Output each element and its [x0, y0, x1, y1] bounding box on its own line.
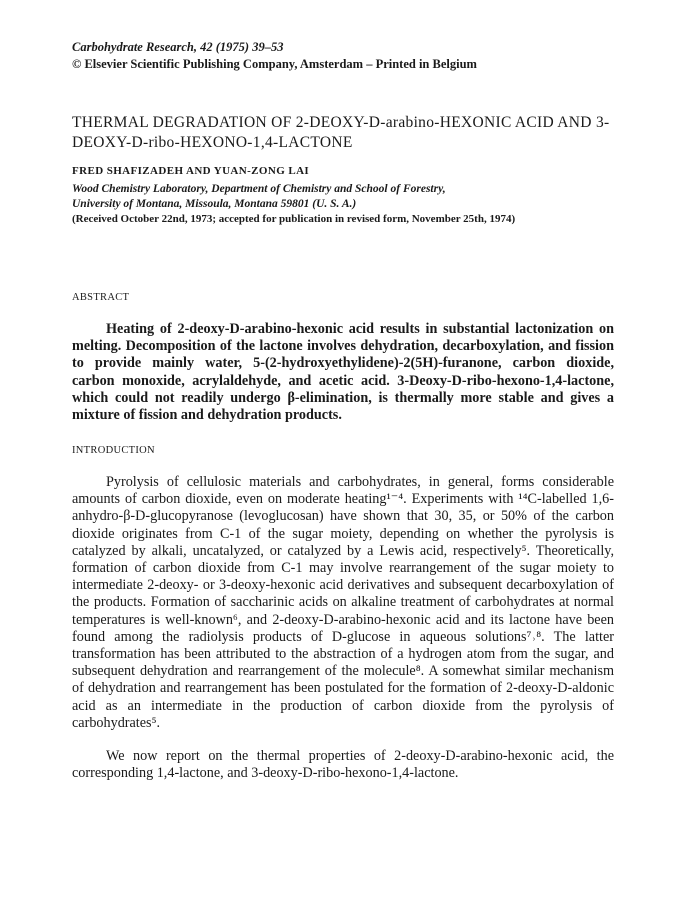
introduction-heading: INTRODUCTION: [72, 445, 155, 456]
publisher-line: © Elsevier Scientific Publishing Company, Amsterdam – Printed in Belgium: [72, 57, 477, 71]
affiliation-line-2: University of Montana, Missoula, Montana 59801 (U. S. A.): [72, 198, 357, 210]
abstract-heading: ABSTRACT: [72, 292, 130, 303]
author-names: FRED SHAFIZADEH AND YUAN-ZONG LAI: [72, 165, 310, 177]
introduction-paragraph-2: We now report on the thermal properties of 2-deoxy-D-arabino-hexonic acid, the corresponding 1,4-lactone, and 3-deoxy-D-ribo-hexono-1,4-lactone.: [72, 748, 614, 782]
journal-citation: Carbohydrate Research, 42 (1975) 39–53: [72, 40, 284, 54]
article-title: THERMAL DEGRADATION OF 2-DEOXY-D-arabino-HEXONIC ACID AND 3-DEOXY-D-ribo-HEXONO-1,4-LACTONE: [72, 114, 610, 151]
introduction-paragraph-1: Pyrolysis of cellulosic materials and carbohydrates, in general, forms considerable amounts of carbon dioxide, even on moderate heating¹⁻⁴. Experiments with ¹⁴C-labelled 1,6-anhydro-β-D-glucopyranose (levoglucosan) have shown that 30, 35, or 50% of the carbon dioxide originates from C-1 of the sugar moiety, depending on whether the pyrolysis is catalyzed by alkali, uncatalyzed, or catalyzed by a Lewis acid, respectively⁵. Theoretically, formation of carbon dioxide from C-1 may involve rearrangement of the sugar moiety to intermediate 2-deoxy- or 3-deoxy-hexonic acid derivatives and subsequent decarboxylation of the products. Formation of saccharinic acids on alkaline treatment of carbohydrates at normal temperatures is well-known⁶, and 2-deoxy-D-arabino-hexonic acid and its lactone have been found among the radiolysis products of D-glucose in aqueous solutions⁷˒⁸. The latter transformation has been attributed to the abstraction of a hydrogen atom from the sugar, and subsequent dehydration and rearrangement of the molecule⁸. A somewhat similar mechanism of dehydration and rearrangement has been postulated for the formation of 2-deoxy-D-aldonic acid as an intermediate in the production of carbon dioxide from the pyrolysis of carbohydrates⁵.: [72, 474, 614, 731]
abstract-text: Heating of 2-deoxy-D-arabino-hexonic acid results in substantial lactonization on melting. Decomposition of the lactone involves dehydration, decarboxylation, and fission to provide mainly water, 5-(2-hydroxyethylidene)-2(5H)-furanone, carbon dioxide, carbon monoxide, acrylaldehyde, and acetic acid. 3-Deoxy-D-ribo-hexono-1,4-lactone, which could not readily undergo β-elimination, is thermally more stable and gives a mixture of fission and dehydration products.: [72, 321, 614, 424]
received-dates: (Received October 22nd, 1973; accepted for publication in revised form, November 25th, 1974): [72, 213, 516, 225]
affiliation-line-1: Wood Chemistry Laboratory, Department of Chemistry and School of Forestry,: [72, 183, 446, 195]
